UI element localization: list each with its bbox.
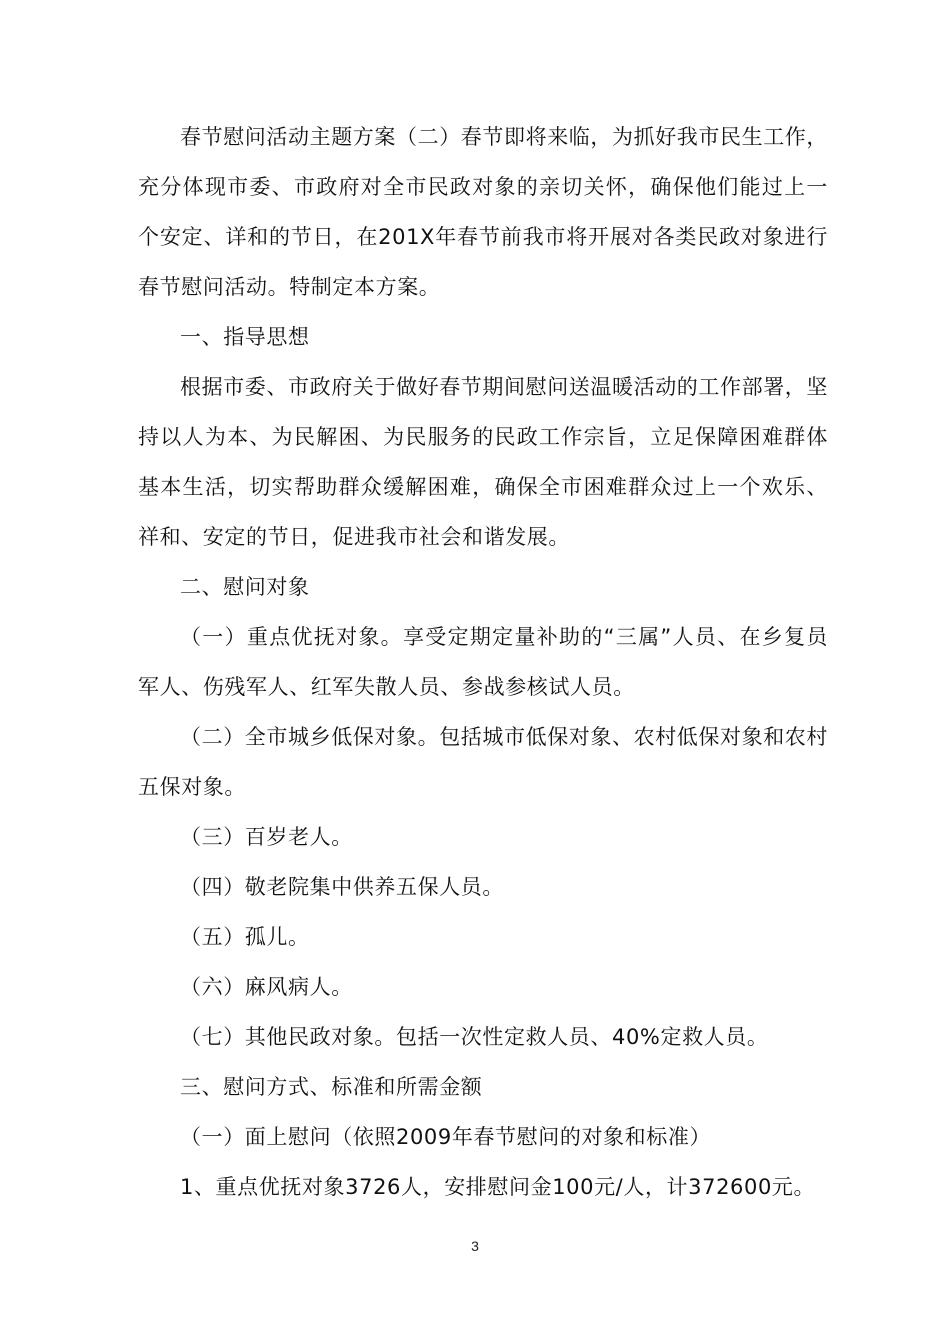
list-item-recipient: （三）百岁老人。: [180, 825, 353, 849]
list-item-recipient: （五）孤儿。: [180, 925, 310, 949]
list-item-recipient: （四）敬老院集中供养五保人员。: [180, 875, 504, 899]
heading-methods-standards: 三、慰问方式、标准和所需金额: [180, 1075, 483, 1099]
page-number: 3: [471, 1238, 479, 1254]
document-body: [138, 112, 828, 1212]
paragraph-intro: 春节慰问活动主题方案（二）春节即将来临，为抓好我市民生工作，充分体现市委、市政府对全市民政对象的亲切关怀，确保他们能过上一个安定、详和的节日，在201X年春节前我市将开展对各类民政对象进行春节慰问活动。特制定本方案。: [138, 125, 828, 299]
list-item-recipient: （一）重点优抚对象。享受定期定量补助的“三属”人员、在乡复员军人、伤残军人、红军失散人员、参战参核试人员。: [138, 625, 828, 699]
subheading-general-visits: （一）面上慰问（依照2009年春节慰问的对象和标准）: [180, 1125, 712, 1149]
heading-recipients: 二、慰问对象: [180, 575, 310, 599]
paragraph-guiding-ideology: 根据市委、市政府关于做好春节期间慰问送温暖活动的工作部署，坚持以人为本、为民解困、为民服务的民政工作宗旨，立足保障困难群体基本生活，切实帮助群众缓解困难，确保全市困难群众过上一个欢乐、祥和、安定的节日，促进我市社会和谐发展。: [138, 375, 828, 549]
list-item-standard: 1、重点优抚对象3726人，安排慰问金100元/人，计372600元。: [180, 1175, 816, 1199]
heading-guiding-ideology: 一、指导思想: [180, 325, 310, 349]
list-item-recipient: （六）麻风病人。: [180, 975, 353, 999]
list-item-recipient: （七）其他民政对象。包括一次性定救人员、40%定救人员。: [180, 1025, 769, 1049]
list-item-recipient: （二）全市城乡低保对象。包括城市低保对象、农村低保对象和农村五保对象。: [138, 725, 828, 799]
